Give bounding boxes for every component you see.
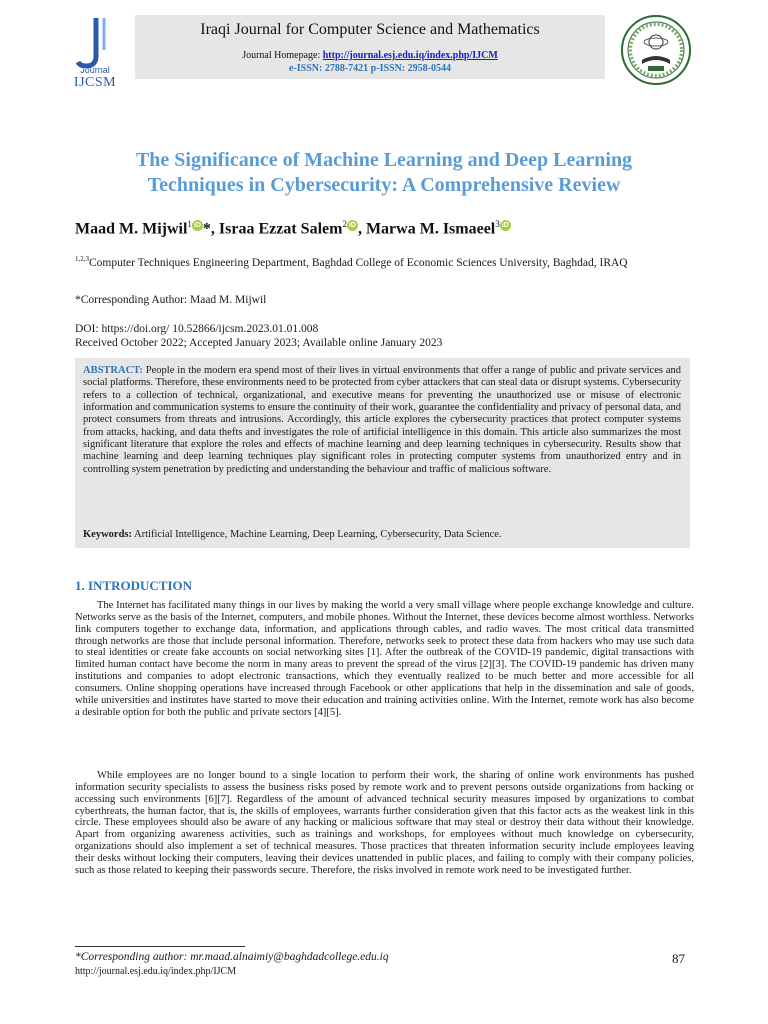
dates: Received October 2022; Accepted January 2023; Available online January 2023 (75, 337, 443, 349)
footnote-corresponding: *Corresponding author: mr.maad.alnaimiy@baghdadcollege.edu.iq (75, 951, 389, 963)
journal-homepage (135, 50, 605, 61)
homepage-label: Journal Homepage: (242, 50, 321, 61)
title-line: The Significance of Machine Learning and Deep Learning (135, 149, 633, 171)
affiliation-text: Computer Techniques Engineering Department, Baghdad College of Economic Sciences University, Baghdad, IRAQ (89, 256, 628, 269)
affiliation-numbers: 1,2,3 (75, 255, 89, 263)
page-number: 87 (672, 951, 685, 966)
body-paragraph: The Internet has facilitated many things in our lives by making the world a very small village where people exchange knowledge and culture. Networks serve as the basis of the Internet, computers, and mobile phones. Without the Internet, these devices become almost worthless. Networks link computers together to exchange data, information, and applications through cables, and radio waves. The most critical data transmitted through networks are those that include personal information. Therefore, networks seek to protect these data from hackers who may use such data to steal identities or create fake accounts on social networking sites [1]. After the outbreak of the COVID-19 pandemic, digital transactions with limited human contact have become the norm in many areas to prevent the spread of the virus [2][3]. The COVID-19 pandemic has driven many institutions and companies to adopt electronic transactions, which they eventually realized to be much better and more accessible for all consumers. Online shopping operations have increased through Facebook or other applications that help in the dissemination and sale of goods, while universities and institutes have started to move their education and training activities online. With the Internet, remote work has also become a desirable option for both the public and private sectors [4][5]. (75, 600, 694, 718)
keywords-label: Keywords: (83, 529, 132, 540)
footer-url: http://journal.esj.edu.iq/index.php/IJCM (75, 966, 237, 977)
corresponding-mark: * (202, 220, 211, 238)
author-affiliation-number: 3 (495, 219, 500, 229)
author-affiliation-number: 1 (187, 219, 192, 229)
logo-acronym: IJCSM (73, 75, 117, 90)
author-name: Maad M. Mijwil (75, 220, 188, 238)
doi: DOI: https://doi.org/ 10.52866/ijcsm.2023.01.01.008 (75, 323, 319, 335)
article-info (75, 322, 442, 350)
author-affiliation-number: 2 (342, 219, 347, 229)
abstract-label: ABSTRACT: (83, 365, 143, 376)
author-list: Maad M. Mijwil$^1$ iD *, Israa Ezzat Salem$^2$ iD , Marwa M. Ismaeel$^3$ iD (75, 219, 509, 238)
section-heading: 1. INTRODUCTION (75, 578, 193, 593)
logo-word: Journal (80, 65, 110, 75)
issn: e-ISSN: 2788-7421 p-ISSN: 2958-0544 (289, 63, 451, 74)
journal-header (135, 15, 605, 79)
footnote-divider (75, 946, 245, 947)
orcid-icon[interactable]: iD (348, 222, 356, 229)
journal-logo-icon (76, 16, 112, 68)
orcid-icon[interactable]: iD (193, 222, 201, 229)
abstract-text: People in the modern era spend most of their lives in virtual environments that offer a range of public and private services and social platforms. Therefore, these environments need to be protected from cyber attackers that can steal data or disrupt systems. Cybersecurity refers to a collection of technical, organizational, and executive means for preventing the unauthorized use or misuse of electronic information and communication systems to ensure the continuity of their work, guarantee the confidentiality and privacy of personal data, and protect consumers from threats and intrusions. Accordingly, this article explores the cybersecurity practices that protect computer systems from attacks, hacking, and data thefts and investigates the role of artificial intelligence in this domain. This article also summarizes the most significant literature that explore the roles and effects of machine learning and deep learning techniques in cybersecurity. Results show that machine learning and deep learning techniques play significant roles in protecting computer systems from unauthorized entry and in controlling system penetration by predicting and understanding the behaviour and traffic of malicious software. (83, 365, 681, 475)
title-line: Techniques in Cybersecurity: A Comprehensive Review (147, 174, 621, 196)
paper-title (60, 148, 708, 198)
orcid-icon[interactable]: iD (501, 222, 509, 229)
keywords (83, 529, 681, 540)
abstract-box (75, 358, 690, 548)
journal-name: Iraqi Journal for Computer Science and Mathematics (200, 21, 540, 38)
corresponding-author: *Corresponding Author: Maad M. Mijwil (75, 294, 267, 306)
homepage-link[interactable]: http://journal.esj.edu.iq/index.php/IJCM (322, 50, 498, 61)
author-name: Marwa M. Ismaeel (365, 220, 496, 238)
affiliation (75, 252, 695, 270)
body-paragraph: While employees are no longer bound to a single location to perform their work, the sharing of online work environments has pushed information security specialists to assess the business risks posed by remote work and to prevent persons outside organizations from hacking or accessing such environments [6][7]. Regardless of the amount of advanced technical security measures imposed by organizations to combat cyberthreats, the human factor, that is, the skills of employees, warrants further consideration given that this factor acts as the weakest link in this circle. These employees should also be aware of any hacking or malicious software that may steal or destroy their data without their knowledge. Apart from organizing awareness activities, such as trainings and workshops, for employees without much knowledge on cybersecurity, organizations should also implement a set of technical measures. Those practices that threaten information security include employees leaving their desks without locking their computers, leaving their devices unattended in public places, and failing to comply with their company policies, such as those related to keeping their passwords secure. Therefore, the risks involved in remote work need to be investigated further. (75, 770, 694, 876)
college-seal-icon (620, 14, 692, 86)
journal-logo (70, 14, 120, 90)
abstract (83, 365, 681, 476)
keywords-text: Artificial Intelligence, Machine Learning, Deep Learning, Cybersecurity, Data Science. (132, 529, 502, 540)
author-name: Israa Ezzat Salem (218, 220, 343, 238)
